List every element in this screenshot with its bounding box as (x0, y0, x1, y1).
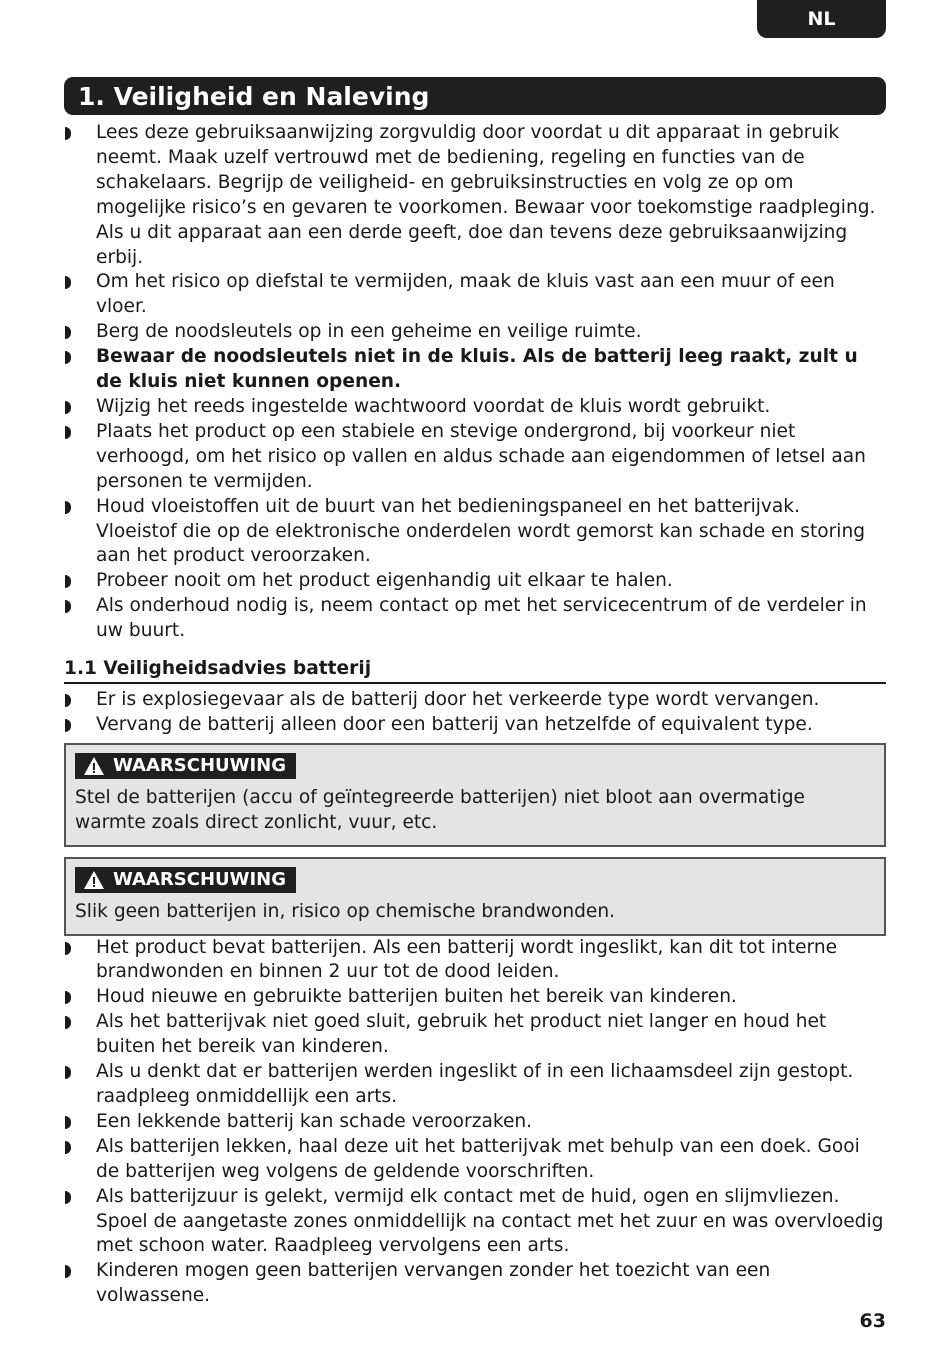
warning-triangle-icon (83, 756, 105, 776)
language-tab: NL (757, 0, 886, 38)
bullet-icon (65, 719, 71, 732)
bullet-icon (65, 694, 71, 707)
warning-text: Slik geen batterijen in, risico op chemische brandwonden. (75, 900, 616, 922)
bullet-icon (65, 1141, 71, 1154)
list-item: Als batterijzuur is gelekt, vermijd elk contact met de huid, ogen en slijmvliezen. Spoel de aangetaste zones onmiddellijk na contact met het zuur en was overvloedig met schoon water. Raadpleeg vervolgens een arts. (64, 1185, 886, 1260)
list-item: Om het risico op diefstal te vermijden, maak de kluis vast aan een muur of een vloer. (64, 270, 886, 320)
bullet-icon (65, 276, 71, 289)
warning-box (64, 743, 886, 847)
safety-list (64, 121, 886, 644)
bullet-icon (65, 501, 71, 514)
bullet-icon (65, 127, 71, 140)
page-number: 63 (859, 1310, 886, 1332)
list-item: Als het batterijvak niet goed sluit, gebruik het product niet langer en houd het buiten het bereik van kinderen. (64, 1010, 886, 1060)
list-item: Probeer nooit om het product eigenhandig uit elkaar te halen. (64, 569, 886, 594)
bullet-icon (65, 1016, 71, 1029)
list-item: Er is explosiegevaar als de batterij door het verkeerde type wordt vervangen. (64, 688, 886, 713)
bullet-icon (65, 991, 71, 1004)
list-item: Als u denkt dat er batterijen werden ingeslikt of in een lichaamsdeel zijn gestopt. raadpleeg onmiddellijk een arts. (64, 1060, 886, 1110)
list-item: Als onderhoud nodig is, neem contact op met het servicecentrum of de verdeler in uw buurt. (64, 594, 886, 644)
section-title: 1. Veiligheid en Naleving (64, 77, 886, 115)
bullet-icon (65, 942, 71, 955)
warning-text: Stel de batterijen (accu of geïntegreerde batterijen) niet bloot aan overmatige warmte zoals direct zonlicht, vuur, etc. (75, 786, 805, 833)
bullet-icon (65, 326, 71, 339)
bullet-icon (65, 401, 71, 414)
battery-list (64, 688, 886, 738)
bullet-icon (65, 1265, 71, 1278)
list-item: Houd vloeistoffen uit de buurt van het bedieningspaneel en het batterijvak. Vloeistof die op de elektronische onderdelen wordt gemorst kan schade en storing aan het product veroorzaken. (64, 495, 886, 570)
bullet-icon (65, 575, 71, 588)
list-item: Wijzig het reeds ingestelde wachtwoord voordat de kluis wordt gebruikt. (64, 395, 886, 420)
warning-label: WAARSCHUWING (75, 753, 296, 779)
list-item: Het product bevat batterijen. Als een batterij wordt ingeslikt, kan dit tot interne brandwonden en binnen 2 uur tot de dood leiden. (64, 936, 886, 986)
list-item-emphasis: Bewaar de noodsleutels niet in de kluis. Als de batterij leeg raakt, zult u de kluis niet kunnen openen. (64, 345, 886, 395)
warning-triangle-icon (83, 870, 105, 890)
bullet-icon (65, 1066, 71, 1079)
bullet-icon (65, 1116, 71, 1129)
warning-label: WAARSCHUWING (75, 867, 296, 893)
bullet-icon (65, 426, 71, 439)
list-item: Een lekkende batterij kan schade veroorzaken. (64, 1110, 886, 1135)
bullet-icon (65, 600, 71, 613)
list-item: Houd nieuwe en gebruikte batterijen buiten het bereik van kinderen. (64, 985, 886, 1010)
list-item: Berg de noodsleutels op in een geheime en veilige ruimte. (64, 320, 886, 345)
list-item: Plaats het product op een stabiele en stevige ondergrond, bij voorkeur niet verhoogd, om het risico op vallen en aldus schade aan eigendommen of letsel aan personen te vermijden. (64, 420, 886, 495)
bullet-icon (65, 1191, 71, 1204)
list-item: Vervang de batterij alleen door een batterij van hetzelfde of equivalent type. (64, 713, 886, 738)
page-content (64, 121, 886, 1309)
list-item: Lees deze gebruiksaanwijzing zorgvuldig door voordat u dit apparaat in gebruik neemt. Maak uzelf vertrouwd met de bediening, regeling en functies van de schakelaars. Begrijp de veiligheid- en gebruiksinstructies en volg ze op om mogelijke risico’s en gevaren te voorkomen. Bewaar voor toekomstige raadpleging. Als u dit apparaat aan een derde geeft, doe dan tevens deze gebruiksaanwijzing erbij. (64, 121, 886, 270)
warning-box (64, 857, 886, 936)
list-item: Kinderen mogen geen batterijen vervangen zonder het toezicht van een volwassene. (64, 1259, 886, 1309)
subsection-title: 1.1 Veiligheidsadvies batterij (64, 656, 886, 684)
list-item: Als batterijen lekken, haal deze uit het batterijvak met behulp van een doek. Gooi de batterijen weg volgens de geldende voorschriften. (64, 1135, 886, 1185)
battery-warning-list (64, 936, 886, 1310)
bullet-icon (65, 351, 71, 364)
